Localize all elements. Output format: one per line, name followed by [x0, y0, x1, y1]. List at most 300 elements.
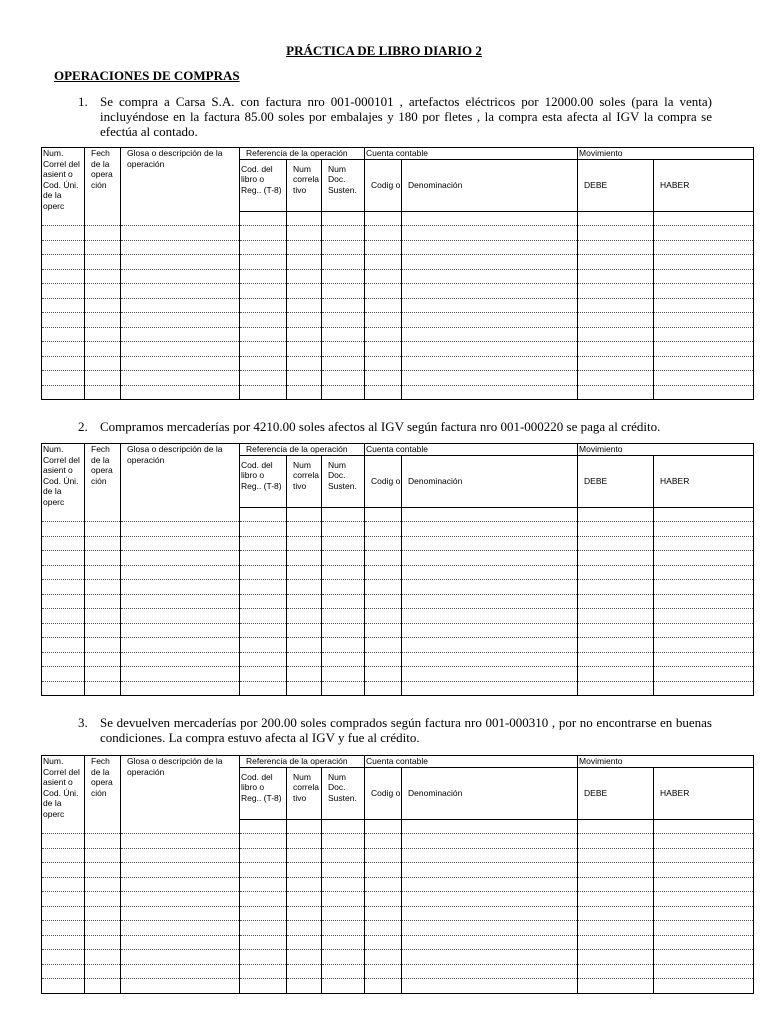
table-cell[interactable] [240, 921, 287, 936]
table-cell[interactable] [121, 298, 240, 313]
table-cell[interactable] [402, 950, 578, 965]
table-cell[interactable] [240, 226, 287, 241]
table-cell[interactable] [121, 638, 240, 653]
table-cell[interactable] [240, 652, 287, 667]
table-cell[interactable] [322, 906, 365, 921]
table-cell[interactable] [42, 507, 85, 522]
table-cell[interactable] [654, 551, 754, 566]
table-cell[interactable] [654, 240, 754, 255]
table-cell[interactable] [240, 863, 287, 878]
table-cell[interactable] [654, 652, 754, 667]
table-cell[interactable] [240, 892, 287, 907]
table-cell[interactable] [121, 507, 240, 522]
table-cell[interactable] [365, 652, 402, 667]
table-cell[interactable] [240, 834, 287, 849]
table-cell[interactable] [42, 342, 85, 357]
table-cell[interactable] [578, 863, 654, 878]
table-cell[interactable] [85, 565, 121, 580]
table-cell[interactable] [42, 964, 85, 979]
table-cell[interactable] [402, 507, 578, 522]
table-cell[interactable] [42, 536, 85, 551]
table-cell[interactable] [402, 298, 578, 313]
table-cell[interactable] [85, 507, 121, 522]
table-cell[interactable] [121, 623, 240, 638]
table-cell[interactable] [85, 964, 121, 979]
table-cell[interactable] [402, 371, 578, 386]
table-cell[interactable] [287, 638, 322, 653]
table-cell[interactable] [402, 522, 578, 537]
table-cell[interactable] [365, 906, 402, 921]
table-cell[interactable] [287, 892, 322, 907]
table-cell[interactable] [287, 652, 322, 667]
table-cell[interactable] [578, 623, 654, 638]
table-cell[interactable] [402, 580, 578, 595]
table-cell[interactable] [365, 342, 402, 357]
table-cell[interactable] [402, 342, 578, 357]
table-cell[interactable] [42, 371, 85, 386]
table-cell[interactable] [402, 226, 578, 241]
table-cell[interactable] [654, 892, 754, 907]
table-cell[interactable] [85, 385, 121, 400]
table-cell[interactable] [42, 356, 85, 371]
table-cell[interactable] [121, 609, 240, 624]
table-cell[interactable] [85, 652, 121, 667]
table-cell[interactable] [578, 507, 654, 522]
table-cell[interactable] [322, 269, 365, 284]
table-cell[interactable] [85, 667, 121, 682]
table-cell[interactable] [121, 226, 240, 241]
table-cell[interactable] [654, 681, 754, 696]
table-cell[interactable] [42, 935, 85, 950]
table-cell[interactable] [402, 921, 578, 936]
table-cell[interactable] [287, 979, 322, 994]
table-cell[interactable] [121, 848, 240, 863]
table-cell[interactable] [365, 921, 402, 936]
table-cell[interactable] [654, 211, 754, 226]
table-cell[interactable] [402, 594, 578, 609]
table-cell[interactable] [240, 848, 287, 863]
table-cell[interactable] [42, 979, 85, 994]
table-cell[interactable] [654, 536, 754, 551]
table-cell[interactable] [287, 921, 322, 936]
table-cell[interactable] [322, 255, 365, 270]
table-cell[interactable] [322, 681, 365, 696]
table-cell[interactable] [654, 594, 754, 609]
table-cell[interactable] [240, 371, 287, 386]
table-cell[interactable] [365, 638, 402, 653]
table-cell[interactable] [287, 667, 322, 682]
table-cell[interactable] [322, 313, 365, 328]
table-cell[interactable] [578, 551, 654, 566]
table-cell[interactable] [578, 681, 654, 696]
table-cell[interactable] [121, 950, 240, 965]
table-cell[interactable] [578, 385, 654, 400]
table-cell[interactable] [322, 921, 365, 936]
table-cell[interactable] [654, 921, 754, 936]
table-cell[interactable] [322, 356, 365, 371]
table-cell[interactable] [365, 269, 402, 284]
table-cell[interactable] [365, 327, 402, 342]
table-cell[interactable] [240, 667, 287, 682]
table-cell[interactable] [287, 211, 322, 226]
table-cell[interactable] [121, 964, 240, 979]
table-cell[interactable] [287, 863, 322, 878]
table-cell[interactable] [85, 327, 121, 342]
table-cell[interactable] [240, 964, 287, 979]
table-cell[interactable] [42, 623, 85, 638]
table-cell[interactable] [578, 848, 654, 863]
table-cell[interactable] [654, 935, 754, 950]
table-cell[interactable] [287, 834, 322, 849]
table-cell[interactable] [85, 609, 121, 624]
table-cell[interactable] [287, 522, 322, 537]
table-cell[interactable] [240, 385, 287, 400]
table-cell[interactable] [287, 226, 322, 241]
table-cell[interactable] [402, 892, 578, 907]
table-cell[interactable] [42, 667, 85, 682]
table-cell[interactable] [240, 255, 287, 270]
table-cell[interactable] [85, 298, 121, 313]
table-cell[interactable] [322, 623, 365, 638]
table-cell[interactable] [121, 522, 240, 537]
table-cell[interactable] [402, 877, 578, 892]
table-cell[interactable] [322, 565, 365, 580]
table-cell[interactable] [322, 371, 365, 386]
table-cell[interactable] [322, 609, 365, 624]
table-cell[interactable] [42, 877, 85, 892]
table-cell[interactable] [578, 226, 654, 241]
table-cell[interactable] [322, 240, 365, 255]
table-cell[interactable] [365, 892, 402, 907]
table-cell[interactable] [287, 594, 322, 609]
table-cell[interactable] [240, 551, 287, 566]
table-cell[interactable] [402, 284, 578, 299]
table-cell[interactable] [121, 979, 240, 994]
table-cell[interactable] [402, 834, 578, 849]
table-cell[interactable] [578, 298, 654, 313]
table-cell[interactable] [287, 298, 322, 313]
table-cell[interactable] [240, 638, 287, 653]
table-cell[interactable] [42, 681, 85, 696]
table-cell[interactable] [85, 580, 121, 595]
table-cell[interactable] [322, 638, 365, 653]
table-cell[interactable] [365, 284, 402, 299]
table-cell[interactable] [322, 652, 365, 667]
table-cell[interactable] [121, 594, 240, 609]
table-cell[interactable] [121, 877, 240, 892]
table-cell[interactable] [365, 609, 402, 624]
table-cell[interactable] [42, 240, 85, 255]
table-cell[interactable] [654, 342, 754, 357]
table-cell[interactable] [42, 226, 85, 241]
table-cell[interactable] [654, 356, 754, 371]
table-cell[interactable] [287, 609, 322, 624]
table-cell[interactable] [240, 522, 287, 537]
table-cell[interactable] [42, 565, 85, 580]
table-cell[interactable] [42, 892, 85, 907]
table-cell[interactable] [654, 906, 754, 921]
table-cell[interactable] [322, 551, 365, 566]
table-cell[interactable] [85, 819, 121, 834]
table-cell[interactable] [85, 284, 121, 299]
table-cell[interactable] [654, 964, 754, 979]
table-cell[interactable] [42, 580, 85, 595]
table-cell[interactable] [365, 522, 402, 537]
table-cell[interactable] [42, 819, 85, 834]
table-cell[interactable] [42, 551, 85, 566]
table-cell[interactable] [654, 371, 754, 386]
table-cell[interactable] [121, 892, 240, 907]
table-cell[interactable] [322, 819, 365, 834]
table-cell[interactable] [85, 979, 121, 994]
table-cell[interactable] [240, 609, 287, 624]
table-cell[interactable] [121, 863, 240, 878]
table-cell[interactable] [287, 964, 322, 979]
table-cell[interactable] [402, 609, 578, 624]
table-cell[interactable] [85, 269, 121, 284]
table-cell[interactable] [42, 255, 85, 270]
table-cell[interactable] [85, 892, 121, 907]
table-cell[interactable] [365, 863, 402, 878]
table-cell[interactable] [287, 356, 322, 371]
table-cell[interactable] [365, 979, 402, 994]
table-cell[interactable] [578, 921, 654, 936]
table-cell[interactable] [121, 356, 240, 371]
table-cell[interactable] [85, 551, 121, 566]
table-cell[interactable] [42, 313, 85, 328]
table-cell[interactable] [85, 313, 121, 328]
table-cell[interactable] [240, 284, 287, 299]
table-cell[interactable] [365, 580, 402, 595]
table-cell[interactable] [121, 313, 240, 328]
table-cell[interactable] [287, 906, 322, 921]
table-cell[interactable] [402, 551, 578, 566]
table-cell[interactable] [42, 848, 85, 863]
table-cell[interactable] [402, 681, 578, 696]
table-cell[interactable] [42, 298, 85, 313]
table-cell[interactable] [240, 565, 287, 580]
table-cell[interactable] [578, 522, 654, 537]
table-cell[interactable] [654, 580, 754, 595]
table-cell[interactable] [85, 342, 121, 357]
table-cell[interactable] [287, 269, 322, 284]
table-cell[interactable] [121, 255, 240, 270]
table-cell[interactable] [365, 507, 402, 522]
table-cell[interactable] [654, 284, 754, 299]
table-cell[interactable] [85, 863, 121, 878]
table-cell[interactable] [654, 950, 754, 965]
table-cell[interactable] [42, 921, 85, 936]
table-cell[interactable] [287, 551, 322, 566]
table-cell[interactable] [578, 667, 654, 682]
table-cell[interactable] [42, 652, 85, 667]
table-cell[interactable] [287, 877, 322, 892]
table-cell[interactable] [654, 327, 754, 342]
table-cell[interactable] [42, 834, 85, 849]
table-cell[interactable] [85, 536, 121, 551]
table-cell[interactable] [365, 240, 402, 255]
table-cell[interactable] [42, 594, 85, 609]
table-cell[interactable] [121, 906, 240, 921]
table-cell[interactable] [85, 921, 121, 936]
table-cell[interactable] [240, 594, 287, 609]
table-cell[interactable] [365, 964, 402, 979]
table-cell[interactable] [287, 681, 322, 696]
table-cell[interactable] [365, 255, 402, 270]
table-cell[interactable] [85, 594, 121, 609]
table-cell[interactable] [240, 935, 287, 950]
table-cell[interactable] [287, 950, 322, 965]
table-cell[interactable] [365, 681, 402, 696]
table-cell[interactable] [402, 327, 578, 342]
table-cell[interactable] [402, 848, 578, 863]
table-cell[interactable] [402, 667, 578, 682]
table-cell[interactable] [240, 623, 287, 638]
table-cell[interactable] [287, 819, 322, 834]
table-cell[interactable] [287, 284, 322, 299]
table-cell[interactable] [85, 371, 121, 386]
table-cell[interactable] [365, 313, 402, 328]
table-cell[interactable] [402, 652, 578, 667]
table-cell[interactable] [654, 609, 754, 624]
table-cell[interactable] [322, 385, 365, 400]
table-cell[interactable] [654, 522, 754, 537]
table-cell[interactable] [654, 226, 754, 241]
table-cell[interactable] [322, 211, 365, 226]
table-cell[interactable] [85, 226, 121, 241]
table-cell[interactable] [402, 819, 578, 834]
table-cell[interactable] [578, 255, 654, 270]
table-cell[interactable] [121, 652, 240, 667]
table-cell[interactable] [42, 522, 85, 537]
table-cell[interactable] [365, 594, 402, 609]
table-cell[interactable] [287, 342, 322, 357]
table-cell[interactable] [85, 240, 121, 255]
table-cell[interactable] [322, 507, 365, 522]
table-cell[interactable] [287, 240, 322, 255]
table-cell[interactable] [402, 638, 578, 653]
table-cell[interactable] [402, 356, 578, 371]
table-cell[interactable] [322, 536, 365, 551]
table-cell[interactable] [365, 536, 402, 551]
table-cell[interactable] [322, 877, 365, 892]
table-cell[interactable] [42, 327, 85, 342]
table-cell[interactable] [42, 211, 85, 226]
table-cell[interactable] [121, 834, 240, 849]
table-cell[interactable] [42, 863, 85, 878]
table-cell[interactable] [365, 211, 402, 226]
table-cell[interactable] [240, 507, 287, 522]
table-cell[interactable] [322, 863, 365, 878]
table-cell[interactable] [121, 667, 240, 682]
table-cell[interactable] [240, 580, 287, 595]
table-cell[interactable] [402, 536, 578, 551]
table-cell[interactable] [42, 950, 85, 965]
table-cell[interactable] [322, 327, 365, 342]
table-cell[interactable] [121, 565, 240, 580]
table-cell[interactable] [578, 652, 654, 667]
table-cell[interactable] [121, 580, 240, 595]
table-cell[interactable] [287, 565, 322, 580]
table-cell[interactable] [578, 594, 654, 609]
table-cell[interactable] [578, 284, 654, 299]
table-cell[interactable] [578, 313, 654, 328]
table-cell[interactable] [85, 834, 121, 849]
table-cell[interactable] [322, 935, 365, 950]
table-cell[interactable] [240, 298, 287, 313]
table-cell[interactable] [121, 935, 240, 950]
table-cell[interactable] [578, 892, 654, 907]
table-cell[interactable] [654, 385, 754, 400]
table-cell[interactable] [402, 623, 578, 638]
table-cell[interactable] [287, 327, 322, 342]
table-cell[interactable] [85, 623, 121, 638]
table-cell[interactable] [240, 877, 287, 892]
table-cell[interactable] [322, 834, 365, 849]
table-cell[interactable] [121, 819, 240, 834]
table-cell[interactable] [121, 269, 240, 284]
table-cell[interactable] [578, 935, 654, 950]
table-cell[interactable] [240, 269, 287, 284]
table-cell[interactable] [42, 609, 85, 624]
table-cell[interactable] [287, 848, 322, 863]
table-cell[interactable] [121, 211, 240, 226]
table-cell[interactable] [240, 536, 287, 551]
table-cell[interactable] [240, 240, 287, 255]
table-cell[interactable] [654, 819, 754, 834]
table-cell[interactable] [240, 906, 287, 921]
table-cell[interactable] [240, 327, 287, 342]
table-cell[interactable] [121, 921, 240, 936]
table-cell[interactable] [322, 284, 365, 299]
table-cell[interactable] [121, 536, 240, 551]
table-cell[interactable] [578, 371, 654, 386]
table-cell[interactable] [121, 327, 240, 342]
table-cell[interactable] [654, 623, 754, 638]
table-cell[interactable] [85, 356, 121, 371]
table-cell[interactable] [322, 226, 365, 241]
table-cell[interactable] [42, 638, 85, 653]
table-cell[interactable] [240, 681, 287, 696]
table-cell[interactable] [42, 385, 85, 400]
table-cell[interactable] [42, 269, 85, 284]
table-cell[interactable] [578, 950, 654, 965]
table-cell[interactable] [402, 240, 578, 255]
table-cell[interactable] [121, 371, 240, 386]
table-cell[interactable] [85, 255, 121, 270]
table-cell[interactable] [654, 638, 754, 653]
table-cell[interactable] [578, 834, 654, 849]
table-cell[interactable] [365, 371, 402, 386]
table-cell[interactable] [654, 979, 754, 994]
table-cell[interactable] [365, 565, 402, 580]
table-cell[interactable] [85, 211, 121, 226]
table-cell[interactable] [85, 906, 121, 921]
table-cell[interactable] [578, 269, 654, 284]
table-cell[interactable] [240, 211, 287, 226]
table-cell[interactable] [402, 863, 578, 878]
table-cell[interactable] [654, 834, 754, 849]
table-cell[interactable] [578, 819, 654, 834]
table-cell[interactable] [578, 638, 654, 653]
table-cell[interactable] [654, 507, 754, 522]
table-cell[interactable] [578, 356, 654, 371]
table-cell[interactable] [578, 609, 654, 624]
table-cell[interactable] [287, 507, 322, 522]
table-cell[interactable] [578, 979, 654, 994]
table-cell[interactable] [654, 313, 754, 328]
table-cell[interactable] [578, 565, 654, 580]
